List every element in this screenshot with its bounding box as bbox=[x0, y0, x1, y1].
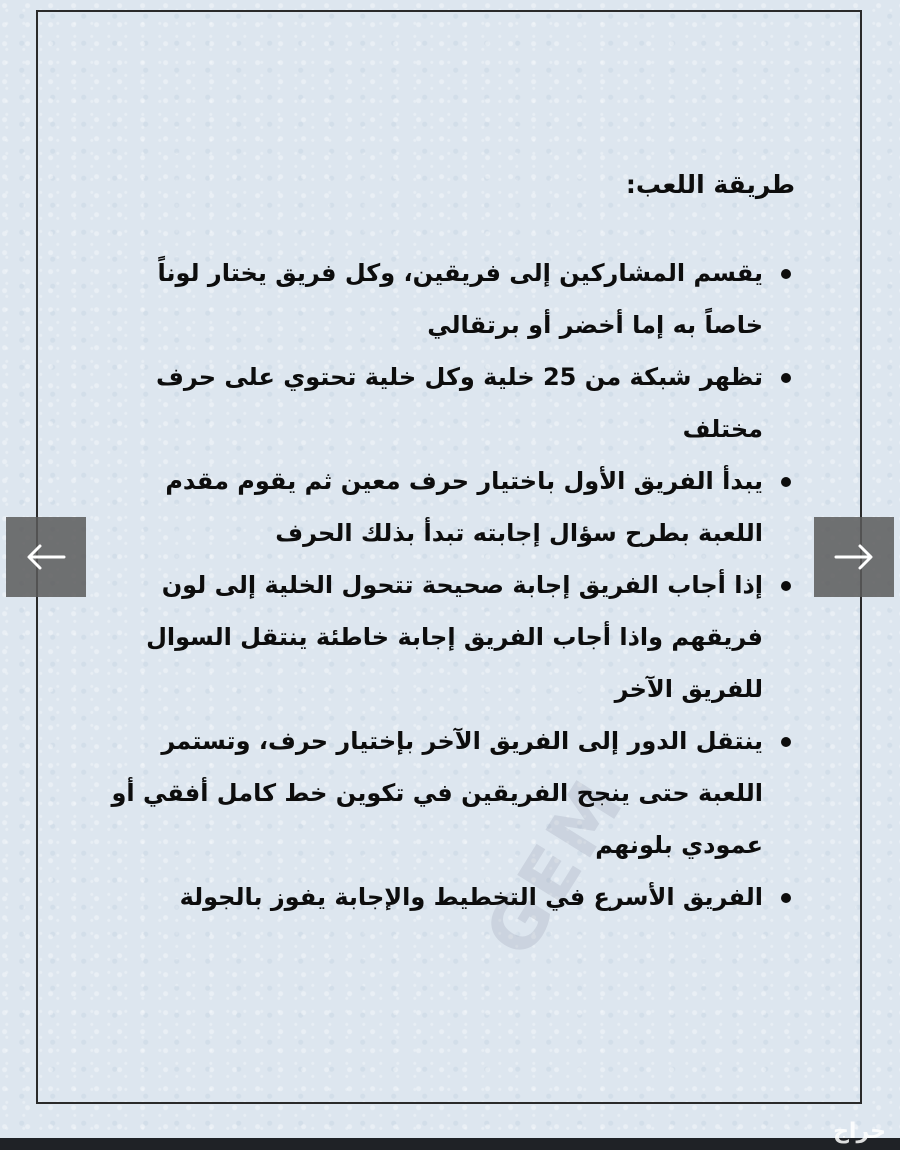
rules-content bbox=[105, 170, 795, 923]
rule-item: تظهر شبكة من 25 خلية وكل خلية تحتوي على حرف مختلف bbox=[105, 351, 795, 455]
brand-logo: حراج bbox=[833, 1119, 886, 1144]
rule-item: يقسم المشاركين إلى فريقين، وكل فريق يختار لوناً خاصاً به إما أخضر أو برتقالي bbox=[105, 247, 795, 351]
rules-title: طريقة اللعب: bbox=[625, 170, 795, 199]
arrow-right-icon bbox=[834, 543, 874, 571]
rule-item: ينتقل الدور إلى الفريق الآخر بإختيار حرف، وتستمر اللعبة حتى ينجح الفريقين في تكوين خط كامل أفقي أو عمودي بلونهم bbox=[105, 715, 795, 871]
bottom-bar bbox=[0, 1138, 900, 1150]
rules-list bbox=[105, 247, 795, 923]
rule-item: الفريق الأسرع في التخطيط والإجابة يفوز بالجولة bbox=[105, 871, 795, 923]
rule-item: إذا أجاب الفريق إجابة صحيحة تتحول الخلية إلى لون فريقهم واذا أجاب الفريق إجابة خاطئة ينتقل السوال للفريق الآخر bbox=[105, 559, 795, 715]
arrow-left-icon bbox=[26, 543, 66, 571]
gallery-next-button[interactable] bbox=[814, 517, 894, 597]
rule-item: يبدأ الفريق الأول باختيار حرف معين ثم يقوم مقدم اللعبة بطرح سؤال إجابته تبدأ بذلك الحرف bbox=[105, 455, 795, 559]
gallery-prev-button[interactable] bbox=[6, 517, 86, 597]
